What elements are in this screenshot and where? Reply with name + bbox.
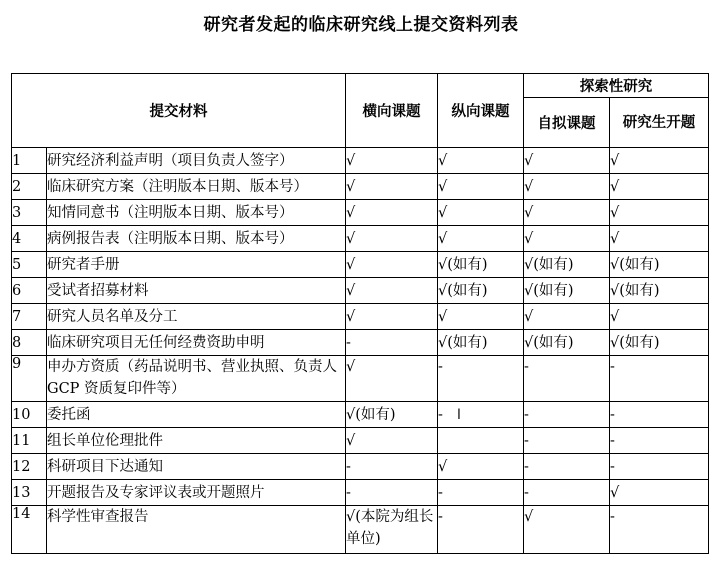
horizontal-cell: - [346, 480, 438, 506]
row-number-cell: 8 [12, 330, 47, 356]
student-cell: √(如有) [610, 330, 709, 356]
self-proposed-cell: √(如有) [524, 252, 610, 278]
table-row [12, 356, 709, 402]
table-row [12, 148, 709, 174]
header-self-proposed: 自拟课题 [524, 98, 610, 148]
table-row [12, 304, 709, 330]
self-proposed-cell: - [524, 428, 610, 454]
horizontal-cell: √ [346, 252, 438, 278]
self-proposed-cell: √ [524, 148, 610, 174]
vertical-cell: √ [438, 200, 524, 226]
horizontal-cell: √(本院为组长单位) [346, 506, 438, 554]
vertical-cell: √ [438, 226, 524, 252]
student-cell: √(如有) [610, 278, 709, 304]
horizontal-cell: - [346, 454, 438, 480]
table-row [12, 278, 709, 304]
horizontal-cell: √ [346, 226, 438, 252]
header-row-1 [12, 74, 709, 98]
row-number-cell: 12 [12, 454, 47, 480]
table-row [12, 480, 709, 506]
row-number-cell: 3 [12, 200, 47, 226]
table-row [12, 454, 709, 480]
horizontal-cell: √ [346, 174, 438, 200]
self-proposed-cell: - [524, 402, 610, 428]
student-cell: √ [610, 174, 709, 200]
row-number-cell: 1 [12, 148, 47, 174]
material-cell: 研究者手册 [47, 252, 346, 278]
self-proposed-cell: - [524, 480, 610, 506]
header-material: 提交材料 [12, 74, 346, 148]
header-vertical: 纵向课题 [438, 74, 524, 148]
self-proposed-cell: - [524, 454, 610, 480]
self-proposed-cell: √ [524, 506, 610, 554]
material-cell: 病例报告表（注明版本日期、版本号） [47, 226, 346, 252]
table-row [12, 330, 709, 356]
horizontal-cell: √ [346, 428, 438, 454]
row-number-cell: 14 [12, 506, 47, 554]
self-proposed-cell: √ [524, 174, 610, 200]
material-cell: 研究经济利益声明（项目负责人签字） [47, 148, 346, 174]
row-number-cell: 10 [12, 402, 47, 428]
horizontal-cell: √ [346, 148, 438, 174]
horizontal-cell: √ [346, 304, 438, 330]
material-cell: 组长单位伦理批件 [47, 428, 346, 454]
material-cell: 临床研究方案（注明版本日期、版本号） [47, 174, 346, 200]
student-cell: √ [610, 200, 709, 226]
row-number-cell: 5 [12, 252, 47, 278]
vertical-cell: - [438, 480, 524, 506]
table-row [12, 252, 709, 278]
material-cell: 委托函 [47, 402, 346, 428]
table-row [12, 174, 709, 200]
vertical-cell: √(如有) [438, 278, 524, 304]
material-cell: 研究人员名单及分工 [47, 304, 346, 330]
table-row [12, 402, 709, 428]
horizontal-cell: √ [346, 356, 438, 402]
submission-materials-table [11, 73, 709, 554]
table-row [12, 200, 709, 226]
student-cell: √ [610, 304, 709, 330]
row-number-cell: 7 [12, 304, 47, 330]
student-cell: - [610, 356, 709, 402]
vertical-cell: √ [438, 454, 524, 480]
student-cell: √ [610, 148, 709, 174]
student-cell: √ [610, 226, 709, 252]
table-row [12, 226, 709, 252]
student-cell: - [610, 506, 709, 554]
text-cursor-icon: I [456, 406, 462, 423]
header-horizontal: 横向课题 [346, 74, 438, 148]
material-cell: 科研项目下达通知 [47, 454, 346, 480]
material-cell: 科学性审查报告 [47, 506, 346, 554]
student-cell: √(如有) [610, 252, 709, 278]
vertical-cell: √(如有) [438, 330, 524, 356]
student-cell: - [610, 428, 709, 454]
row-number-cell: 2 [12, 174, 47, 200]
self-proposed-cell: √(如有) [524, 278, 610, 304]
self-proposed-cell: √ [524, 200, 610, 226]
self-proposed-cell: - [524, 356, 610, 402]
self-proposed-cell: √ [524, 226, 610, 252]
self-proposed-cell: √ [524, 304, 610, 330]
header-student-initiated: 研究生开题 [610, 98, 709, 148]
table-row [12, 428, 709, 454]
horizontal-cell: √(如有) [346, 402, 438, 428]
vertical-cell: √(如有) [438, 252, 524, 278]
student-cell: - [610, 402, 709, 428]
vertical-cell: √ [438, 174, 524, 200]
student-cell: - [610, 454, 709, 480]
header-exploratory: 探索性研究 [524, 74, 709, 98]
material-cell: 知情同意书（注明版本日期、版本号） [47, 200, 346, 226]
vertical-cell: √ [438, 304, 524, 330]
horizontal-cell: √ [346, 200, 438, 226]
row-number-cell: 9 [12, 356, 47, 402]
row-number-cell: 13 [12, 480, 47, 506]
vertical-cell: - I [438, 402, 524, 428]
vertical-cell [438, 428, 524, 454]
horizontal-cell: √ [346, 278, 438, 304]
row-number-cell: 4 [12, 226, 47, 252]
row-number-cell: 11 [12, 428, 47, 454]
student-cell: √ [610, 480, 709, 506]
self-proposed-cell: √(如有) [524, 330, 610, 356]
row-number-cell: 6 [12, 278, 47, 304]
material-cell: 临床研究项目无任何经费资助申明 [47, 330, 346, 356]
vertical-cell: - [438, 356, 524, 402]
vertical-cell: - [438, 506, 524, 554]
vertical-cell: √ [438, 148, 524, 174]
horizontal-cell: - [346, 330, 438, 356]
material-cell: 受试者招募材料 [47, 278, 346, 304]
table-row [12, 506, 709, 554]
material-cell: 申办方资质（药品说明书、营业执照、负责人 GCP 资质复印件等） [47, 356, 346, 402]
material-cell: 开题报告及专家评议表或开题照片 [47, 480, 346, 506]
page-title: 研究者发起的临床研究线上提交资料列表 [203, 15, 519, 35]
